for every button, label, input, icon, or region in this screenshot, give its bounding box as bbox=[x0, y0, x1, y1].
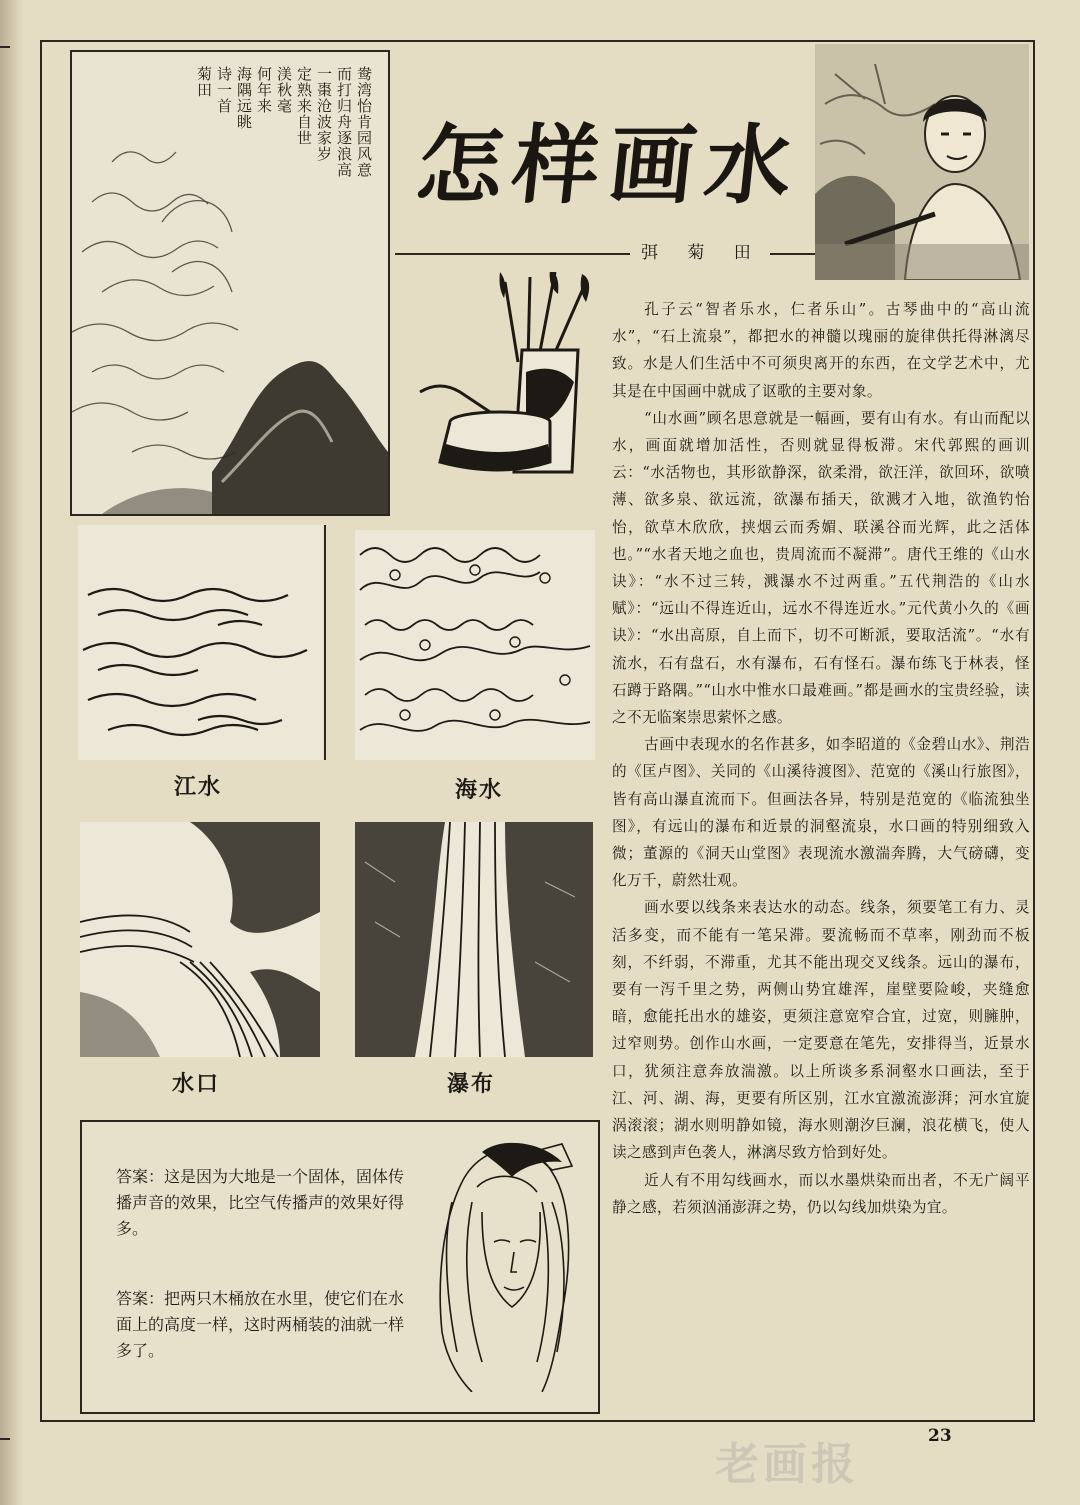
frame-top-rule bbox=[40, 40, 1035, 42]
inscription-line: 诗一首 bbox=[215, 66, 233, 114]
river-wave-lines bbox=[78, 525, 323, 760]
inscription-line: 一棗沧波家岁 bbox=[315, 66, 333, 162]
artist-photo bbox=[815, 44, 1029, 280]
byline-rule-left bbox=[395, 253, 630, 255]
inscription-line: 海隅远眺 bbox=[235, 66, 253, 130]
inscription-line: 鸯湾怡肯园风意 bbox=[355, 66, 373, 178]
waterfall-art bbox=[355, 822, 593, 1057]
byline bbox=[395, 240, 815, 268]
body-paragraph: “山水画”顾名思意就是一幅画，要有山有水。有山而配以水，画面就增加活性，否则就显得板滞。宋代郭熙的画训云：“水活物也，其形欲静深，欲柔滑，欲汪洋，欲回环，欲喷薄、欲多泉、欲远流，欲瀑布插天，欲溅才入地，欲渔钓怡怡，欲草木欣欣，挟烟云而秀媚、联溪谷而光辉，此之活体也。”“水者天地之血也，贵周流而不凝滞”。唐代王维的《山水诀》：“水不过三转，溅瀑水不过两重。”五代荆浩的《山水赋》：“远山不得连近山，远水不得连近水。”元代黄小久的《画诀》：“水出高原，自上而下，切不可断派，要取活流”。“水有流水，石有盘石，水有瀑布，石有怪石。瀑布练飞于林表，怪石蹲于路隅。”“山水中惟水口最难画。”都是画水的宝贵经验，读之不无临案崇思萦怀之感。 bbox=[612, 409, 1030, 727]
body-paragraph: 古画中表现水的名作甚多，如李昭道的《金碧山水》、荆浩的《匡卢图》、关同的《山溪待渡图》、范宽的《溪山行旅图》，皆有高山瀑直流而下。但画法各异，特别是范宽的《临流独坐图》，有远山的瀑布和近景的洞壑流泉，水口画的特别细致入微；董源的《洞天山堂图》表现流水激湍奔腾，大气磅礴，变化万千，蔚然壮观。 bbox=[612, 736, 1030, 890]
article-title: 怎样画水 bbox=[411, 115, 807, 216]
inscription-line: 渼秋毫 bbox=[275, 66, 293, 114]
sea-wave-lines bbox=[355, 530, 595, 760]
frame-left-rule bbox=[40, 40, 42, 1422]
landscape-painting bbox=[70, 50, 390, 516]
water-mouth-drawing bbox=[80, 822, 320, 1057]
answer-text: 答案：这是因为大地是一个固体，固体传播声音的效果，比空气传播声的效果好得多。 bbox=[116, 1167, 405, 1238]
inscription-line: 何年来 bbox=[255, 66, 273, 114]
page-binding-edge bbox=[0, 0, 24, 1505]
body-paragraph: 画水要以线条来表达水的动态。线条，须要笔工有力、灵活多变，而不能有一笔呆滞。要流畅而不草率，刚劲而不板刻，不纤弱，不滞重，尤其不能出现交叉线条。远山的瀑布，要有一泻千里之势，两侧山势宜雄浑，崖壁要险峻，夹缝愈暗，愈能托出水的雄姿，更须注意宽窄合宜，过宽，则臃肿，过窄则势。创作山水画，一定要意在笔先，安排得当，近景水口，犹须注意奔放湍激。以上所谈多系洞壑水口画法，至于江、河、湖、海，更要有所区别，江水宜激流澎湃；河水宜旋涡滚滚；湖水则明静如镜，海水则潮汐巨澜，浪花横飞，使人读之感到声色袭人，淋漓尽致方恰到好处。 bbox=[612, 899, 1030, 1162]
river-caption: 江水 bbox=[174, 775, 223, 800]
inscription-line: 而打归舟逐浪高 bbox=[335, 66, 353, 178]
byline-rule-right bbox=[770, 253, 815, 255]
binding-mark bbox=[0, 46, 10, 48]
article-body bbox=[612, 296, 1030, 1221]
sea-caption: 海水 bbox=[455, 778, 504, 803]
water-mouth-caption: 水口 bbox=[172, 1072, 221, 1097]
frame-right-rule bbox=[1033, 40, 1035, 1422]
girl-portrait-art bbox=[422, 1142, 592, 1392]
brush-pot-illustration bbox=[410, 272, 620, 482]
sea-water-drawing bbox=[355, 530, 595, 760]
inscription-signature: 菊田 bbox=[195, 66, 213, 98]
river-water-drawing bbox=[78, 525, 323, 760]
binding-mark bbox=[0, 1438, 10, 1440]
inscription-line: 定熟来自世 bbox=[295, 66, 313, 146]
frame-bottom-rule bbox=[40, 1420, 1035, 1422]
body-paragraph: 近人有不用勾线画水，而以水墨烘染而出者，不无广阔平静之感，若须汹涌澎湃之势，仍以勾线加烘染为宜。 bbox=[612, 1171, 1030, 1216]
body-paragraph: 孔子云“智者乐水，仁者乐山”。古琴曲中的“高山流水”，“石上流泉”，都把水的神髓以瑰丽的旋律供托得淋漓尽致。水是人们生活中不可须臾离开的东西，在文学艺术中，尤其是在中国画中就成了讴歌的主要对象。 bbox=[612, 301, 1030, 400]
water-mouth-art bbox=[80, 822, 320, 1057]
waterfall-drawing bbox=[355, 822, 593, 1057]
brush-pot-art bbox=[410, 272, 620, 482]
answers-box bbox=[80, 1120, 600, 1414]
artist-photo-art bbox=[815, 44, 1029, 280]
watermark: 老画报 bbox=[715, 1439, 859, 1490]
sample-divider bbox=[324, 525, 326, 760]
girl-portrait-drawing bbox=[422, 1142, 592, 1392]
answer-text: 答案：把两只木桶放在水里，使它们在水面上的高度一样，这时两桶装的油就一样多了。 bbox=[116, 1289, 405, 1360]
author-name: 弭 菊 田 bbox=[635, 240, 769, 266]
waterfall-caption: 瀑布 bbox=[447, 1072, 496, 1097]
page-number: 23 bbox=[928, 1426, 952, 1446]
